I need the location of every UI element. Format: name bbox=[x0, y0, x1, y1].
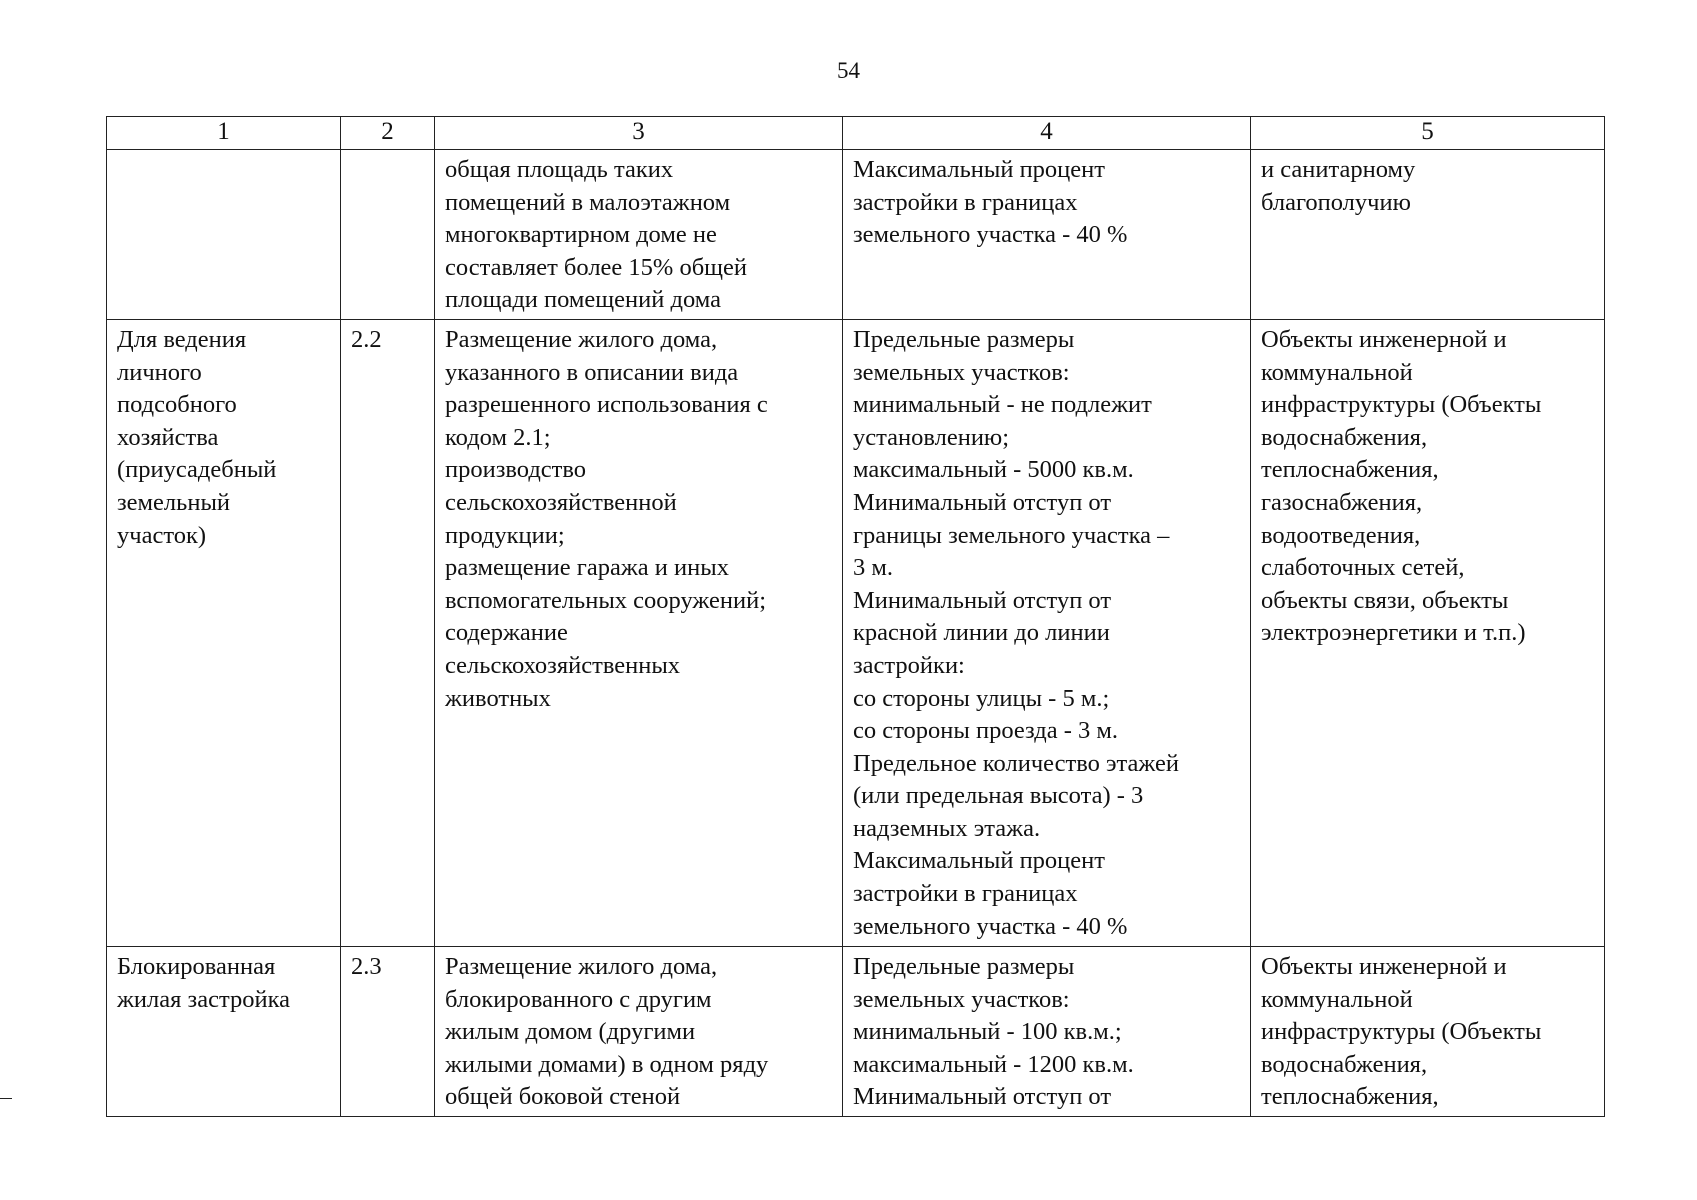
table-row-2-3 bbox=[107, 946, 1605, 1116]
cell-parameters: Предельные размеры земельных участков: минимальный - не подлежит установлению; максимальный - 5000 кв.м. Минимальный отступ от границы земельного участка – 3 м. Минимальный отступ от красной линии до линии застройки: со стороны улицы - 5 м.; со стороны проезда - 3 м. Предельное количество этажей (или предельная высота) - 3 надземных этажа. Максимальный процент застройки в границах земельного участка - 40 % bbox=[843, 319, 1251, 946]
cell-parameters: Максимальный процент застройки в границах земельного участка - 40 % bbox=[843, 150, 1251, 320]
cell-auxiliary-uses: Объекты инженерной и коммунальной инфраструктуры (Объекты водоснабжения, теплоснабжения, газоснабжения, водоотведения, слаботочных сетей, объекты связи, объекты электроэнергетики и т.п.) bbox=[1251, 319, 1605, 946]
regulations-table bbox=[106, 116, 1605, 1117]
column-header-2: 2 bbox=[341, 117, 435, 150]
column-header-3: 3 bbox=[435, 117, 843, 150]
table-row-2-2 bbox=[107, 319, 1605, 946]
margin-mark bbox=[0, 1098, 12, 1099]
cell-code bbox=[341, 150, 435, 320]
cell-use-type: Для ведения личного подсобного хозяйства (приусадебный земельный участок) bbox=[107, 319, 341, 946]
column-header-5: 5 bbox=[1251, 117, 1605, 150]
cell-auxiliary-uses: и санитарному благополучию bbox=[1251, 150, 1605, 320]
page-number: 54 bbox=[837, 58, 860, 83]
column-header-4: 4 bbox=[843, 117, 1251, 150]
cell-code: 2.3 bbox=[341, 946, 435, 1116]
cell-description: Размещение жилого дома, блокированного с другим жилым домом (другими жилыми домами) в одном ряду общей боковой стеной bbox=[435, 946, 843, 1116]
cell-description: общая площадь таких помещений в малоэтажном многоквартирном доме не составляет более 15% общей площади помещений дома bbox=[435, 150, 843, 320]
cell-parameters: Предельные размеры земельных участков: минимальный - 100 кв.м.; максимальный - 1200 кв.м. Минимальный отступ от bbox=[843, 946, 1251, 1116]
table-row-continuation bbox=[107, 150, 1605, 320]
cell-use-type: Блокированная жилая застройка bbox=[107, 946, 341, 1116]
cell-use-type bbox=[107, 150, 341, 320]
column-header-1: 1 bbox=[107, 117, 341, 150]
cell-auxiliary-uses: Объекты инженерной и коммунальной инфраструктуры (Объекты водоснабжения, теплоснабжения, bbox=[1251, 946, 1605, 1116]
cell-code: 2.2 bbox=[341, 319, 435, 946]
table-header-row bbox=[107, 117, 1605, 150]
cell-description: Размещение жилого дома, указанного в описании вида разрешенного использования с кодом 2.1; производство сельскохозяйственной продукции; размещение гаража и иных вспомогательных сооружений; содержание сельскохозяйственных животных bbox=[435, 319, 843, 946]
